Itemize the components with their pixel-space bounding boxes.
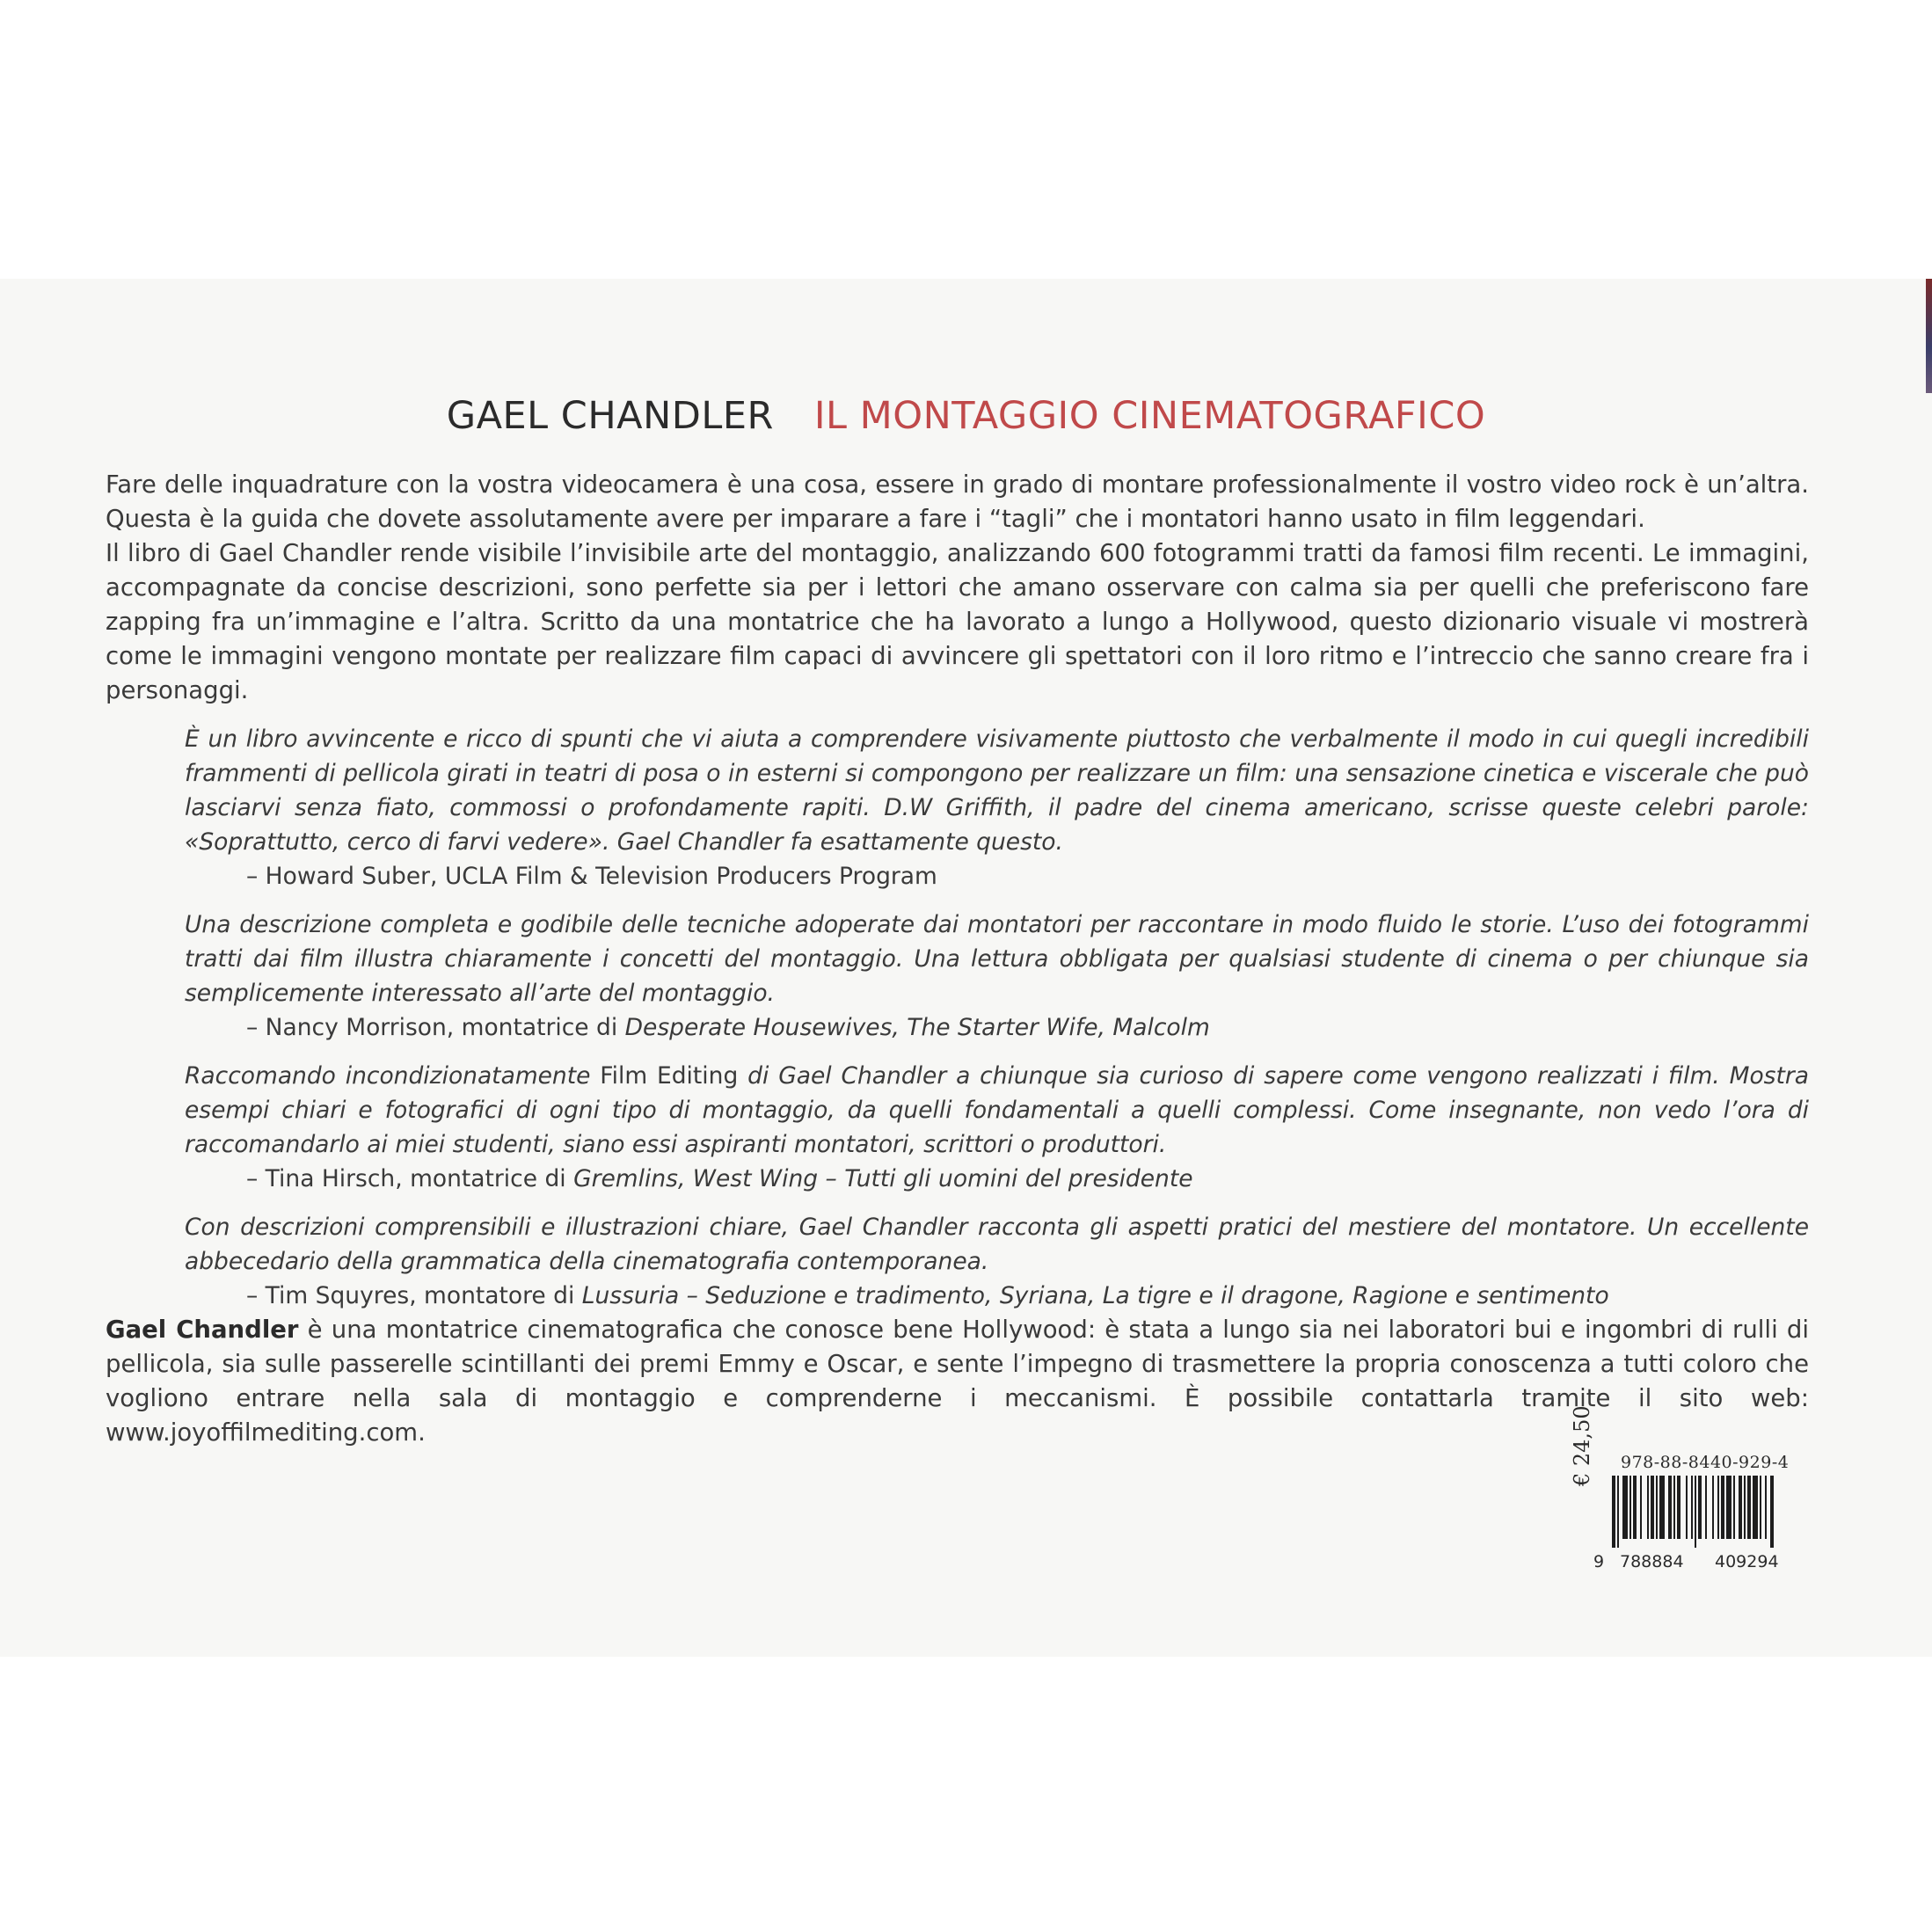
review-quote-1	[185, 722, 1809, 893]
barcode-bar	[1633, 1476, 1637, 1539]
quote-attribution: – Howard Suber, UCLA Film & Television Producers Program	[246, 863, 937, 890]
quote-text: Con descrizioni comprensibili e illustrazioni chiare, Gael Chandler racconta gli aspetti pratici del mestiere del montatore. Un eccellente abbecedario della grammatica della cinematografia contemporanea.	[185, 1214, 1809, 1275]
quote-attribution	[246, 1162, 1809, 1196]
barcode-bar	[1695, 1476, 1696, 1548]
cover-title	[0, 394, 1932, 438]
barcode-bar	[1739, 1476, 1742, 1539]
blurb	[106, 468, 1809, 1450]
barcode-bar	[1622, 1476, 1628, 1539]
attribution-works: Gremlins, West Wing – Tutti gli uomini del presidente	[573, 1165, 1193, 1192]
barcode-bar	[1691, 1476, 1693, 1539]
barcode-bar	[1744, 1476, 1746, 1539]
barcode-bar	[1717, 1476, 1719, 1539]
attribution-author: – Tim Squyres, montatore di	[246, 1282, 582, 1309]
barcode-digits-right: 409294	[1715, 1552, 1779, 1571]
barcode-bar	[1726, 1476, 1732, 1539]
barcode-bar	[1677, 1476, 1680, 1539]
barcode-bar	[1733, 1476, 1735, 1539]
attribution-works: Lussuria – Seduzione e tradimento, Syriana, La tigre e il dragone, Ragione e sentimento	[581, 1282, 1609, 1309]
book-title: IL MONTAGGIO CINEMATOGRAFICO	[813, 394, 1486, 438]
barcode-digit-first: 9	[1593, 1552, 1605, 1571]
isbn-number: 978-88-8440-929-4	[1621, 1453, 1790, 1472]
barcode-bar	[1753, 1476, 1758, 1539]
review-quote-3	[185, 1059, 1809, 1196]
barcode-bar	[1647, 1476, 1649, 1539]
quote-text: È un libro avvincente e ricco di spunti che vi aiuta a comprendere visivamente piuttosto che verbalmente il modo in cui quegli incredibili frammenti di pellicola girati in teatri di posa o in esterni si compongono per realizzare un film: una sensazione cinetica e viscerale che può lasciarvi senza fiato, commossi o profondamente rapiti. D.W Griffith, il padre del cinema americano, scrisse queste celebri parole: «Soprattutto, cerco di farvi vedere». Gael Chandler fa esattamente questo.	[185, 725, 1809, 856]
barcode-bar	[1668, 1476, 1672, 1539]
barcode-bar	[1686, 1476, 1688, 1539]
barcode-bar	[1721, 1476, 1724, 1539]
barcode-bar	[1747, 1476, 1751, 1539]
bio-name: Gael Chandler	[106, 1316, 299, 1344]
attribution-author: – Nancy Morrison, montatrice di	[246, 1014, 625, 1041]
author-bio	[106, 1313, 1809, 1450]
quote-text: Una descrizione completa e godibile delle tecniche adoperate dai montatori per raccontare in modo fluido le storie. L’uso dei fotogrammi tratti dai film illustra chiaramente i concetti del montaggio. Una lettura obbligata per qualsiasi studente di cinema o per chiunque sia semplicemente interessato all’arte del montaggio.	[185, 911, 1809, 1007]
barcode-bar	[1760, 1476, 1761, 1539]
barcode-bar	[1612, 1476, 1615, 1548]
barcode-bar	[1698, 1476, 1702, 1539]
quote-attribution	[246, 1010, 1809, 1045]
barcode-bar	[1651, 1476, 1654, 1539]
intro-paragraph-1: Fare delle inquadrature con la vostra videocamera è una cosa, essere in grado di montare professionalmente il vostro video rock è un’altra. Questa è la guida che dovete assolutamente avere per imparare a fare i “tagli” che i montatori hanno usato in film leggendari.	[106, 470, 1809, 533]
barcode-bar	[1656, 1476, 1658, 1539]
barcode-bar	[1659, 1476, 1665, 1539]
spine-edge	[1926, 279, 1932, 393]
barcode-bar	[1673, 1476, 1675, 1539]
barcode-bar	[1629, 1476, 1631, 1539]
barcode-bar	[1640, 1476, 1642, 1539]
author-name: GAEL CHANDLER	[446, 394, 774, 438]
price-label: € 24,50	[1570, 1405, 1594, 1486]
barcode-bar	[1770, 1476, 1774, 1548]
attribution-works: Desperate Housewives, The Starter Wife, Malcolm	[624, 1014, 1210, 1041]
barcode-bar	[1765, 1476, 1767, 1539]
barcode-bar	[1712, 1476, 1714, 1539]
quote-text-c: di Gael Chandler a chiunque sia curioso di sapere come vengono realizzati i film. Mostra esempi chiari e fotografici di ogni tipo di montaggio, da quelli fondamentali a quelli complessi. Come insegnante, non vedo l’ora di raccomandarlo ai miei studenti, siano essi aspiranti montatori, scrittori o produttori.	[185, 1062, 1809, 1158]
barcode-bar	[1617, 1476, 1619, 1548]
review-quote-4	[185, 1210, 1809, 1313]
quote-attribution	[246, 1279, 1809, 1313]
quote-text-a: Raccomando incondizionatamente	[185, 1062, 601, 1090]
attribution-author: – Tina Hirsch, montatrice di	[246, 1165, 574, 1192]
barcode-bar	[1705, 1476, 1707, 1539]
quote-book-title: Film Editing	[600, 1062, 739, 1090]
review-quote-2	[185, 908, 1809, 1045]
barcode-icon	[1612, 1476, 1811, 1548]
intro-paragraph-2: Il libro di Gael Chandler rende visibile l’invisibile arte del montaggio, analizzando 600 fotogrammi tratti da famosi film recenti. Le immagini, accompagnate da concise descrizioni, sono perfette sia per i lettori che amano osservare con calma sia per quelli che preferiscono fare zapping fra un’immagine e l’altra. Scritto da una montatrice che ha lavorato a lungo a Hollywood, questo dizionario visuale vi mostrerà come le immagini vengono montate per realizzare film capaci di avvincere gli spettatori con il loro ritmo e l’intreccio che sanno creare fra i personaggi.	[106, 539, 1809, 704]
barcode-digits-left: 788884	[1620, 1552, 1684, 1571]
bio-text: è una montatrice cinematografica che conosce bene Hollywood: è stata a lungo sia nei laboratori bui e ingombri di rulli di pellicola, sia sulle passerelle scintillanti dei premi Emmy e Oscar, e sente l’impegno di trasmettere la propria conoscenza a tutti coloro che vogliono entrare nella sala di montaggio e comprenderne i meccanismi. È possibile contattarla tramite il sito web: www.joyoffilmediting.com.	[106, 1316, 1810, 1447]
